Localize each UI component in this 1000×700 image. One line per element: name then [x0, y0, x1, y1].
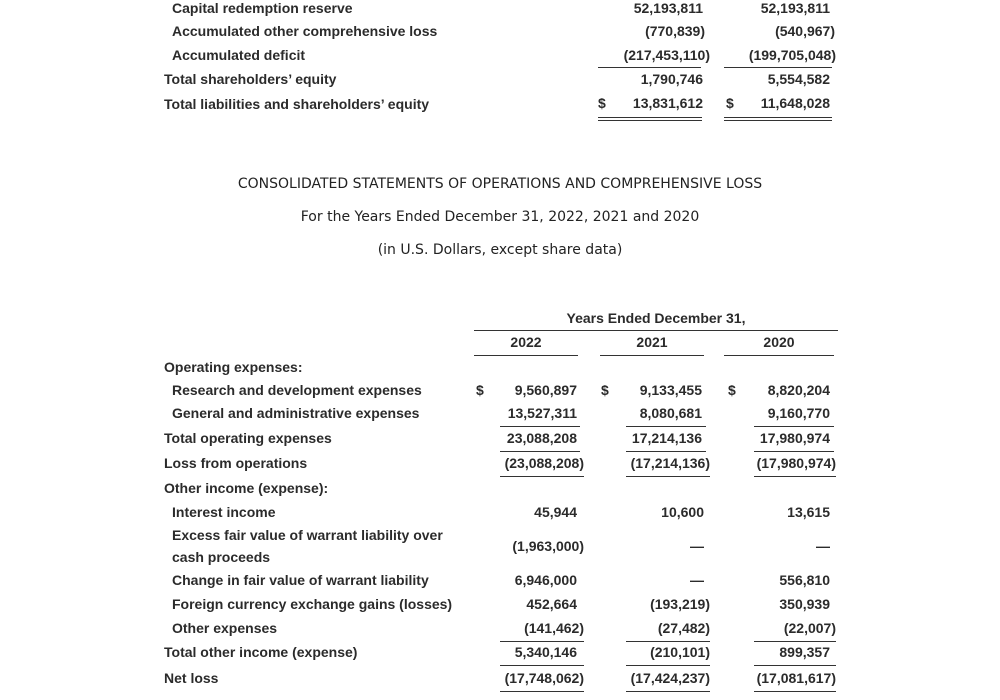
value-2021: (540,967): [775, 23, 835, 39]
row-label: Total operating expenses: [164, 430, 332, 446]
row-label: Total other income (expense): [164, 644, 358, 660]
subtotal-rule: [500, 665, 584, 666]
value-2021: (193,219): [650, 596, 710, 612]
value-2021: (17,214,136): [630, 455, 710, 471]
value-2020: (22,007): [783, 620, 836, 636]
value-2022: (217,453,110): [623, 47, 710, 63]
subtotal-rule: [626, 641, 710, 642]
value-2021: (199,705,048): [748, 47, 836, 63]
total-double-rule: [724, 117, 832, 121]
row-label: Loss from operations: [164, 455, 308, 471]
subtotal-rule: [754, 476, 836, 477]
period-header: Years Ended December 31,: [566, 310, 746, 326]
value-2020: 8,820,204: [767, 382, 830, 398]
value-2022: 45,944: [534, 504, 577, 520]
value-2022: (770,839): [645, 23, 705, 39]
subtotal-rule: [500, 451, 580, 452]
subtotal-rule: [500, 641, 584, 642]
value-2022: 52,193,811: [633, 0, 703, 16]
value-2020: 556,810: [779, 572, 830, 588]
total-double-rule: [598, 117, 702, 121]
section-label: Other income (expense):: [164, 480, 329, 496]
value-2021: 52,193,811: [760, 0, 830, 16]
subtotal-rule: [626, 476, 710, 477]
value-2022: 6,946,000: [514, 572, 577, 588]
value-2022: 13,527,311: [507, 405, 577, 421]
subtotal-rule: [626, 665, 710, 666]
value-2020: —: [816, 538, 830, 554]
subtotal-rule: [754, 691, 836, 692]
row-label: Net loss: [164, 670, 219, 686]
subtotal-rule: [724, 67, 832, 68]
statement-subtitle: For the Years Ended December 31, 2022, 2021 and 2020: [300, 209, 700, 225]
subtotal-rule: [626, 426, 706, 427]
value-2022: 1,790,746: [640, 71, 703, 87]
value-2020: 17,980,974: [759, 430, 830, 446]
year-rule: [600, 355, 704, 356]
row-label: General and administrative expenses: [172, 405, 420, 421]
dollar-sign: $: [598, 95, 606, 111]
row-label: Research and development expenses: [172, 382, 422, 398]
value-2022: 5,340,146: [514, 644, 577, 660]
subtotal-rule: [500, 476, 584, 477]
value-2021: (210,101): [650, 644, 710, 660]
value-2022: 13,831,612: [632, 95, 703, 111]
year-header-2021: 2021: [636, 334, 668, 350]
row-label: Capital redemption reserve: [172, 0, 353, 16]
subtotal-rule: [754, 641, 836, 642]
value-2020: 350,939: [779, 596, 830, 612]
header-rule: [474, 330, 838, 331]
year-rule: [474, 355, 578, 356]
row-label: Foreign currency exchange gains (losses): [172, 596, 453, 612]
dollar-sign: $: [476, 382, 484, 398]
row-label-continued: cash proceeds: [172, 549, 271, 565]
dollar-sign: $: [726, 95, 734, 111]
year-rule: [724, 355, 834, 356]
value-2020: (17,081,617): [756, 670, 836, 686]
value-2022: (1,963,000): [512, 538, 584, 554]
value-2022: (23,088,208): [504, 455, 584, 471]
subtotal-rule: [754, 451, 834, 452]
row-label: Total liabilities and shareholders’ equity: [164, 96, 430, 112]
value-2021: —: [690, 572, 704, 588]
subtotal-rule: [500, 691, 584, 692]
section-label: Operating expenses:: [164, 359, 303, 375]
statement-units: (in U.S. Dollars, except share data): [377, 242, 623, 258]
dollar-sign: $: [728, 382, 736, 398]
value-2022: (17,748,062): [504, 670, 584, 686]
subtotal-rule: [754, 665, 836, 666]
dollar-sign: $: [601, 382, 609, 398]
value-2020: (17,980,974): [756, 455, 836, 471]
value-2021: 17,214,136: [631, 430, 702, 446]
value-2020: 13,615: [787, 504, 830, 520]
value-2021: —: [690, 538, 704, 554]
value-2021: 9,133,455: [639, 382, 702, 398]
value-2022: 23,088,208: [506, 430, 577, 446]
year-header-2022: 2022: [510, 334, 542, 350]
value-2022: 9,560,897: [514, 382, 577, 398]
row-label: Excess fair value of warrant liability over: [172, 527, 443, 543]
subtotal-rule: [598, 67, 701, 68]
subtotal-rule: [754, 426, 834, 427]
subtotal-rule: [500, 426, 580, 427]
row-label: Interest income: [172, 504, 276, 520]
statement-title: CONSOLIDATED STATEMENTS OF OPERATIONS AND COMPREHENSIVE LOSS: [237, 176, 763, 192]
subtotal-rule: [626, 451, 706, 452]
value-2021: 11,648,028: [760, 95, 830, 111]
value-2021: 8,080,681: [639, 405, 702, 421]
row-label: Total shareholders’ equity: [164, 71, 337, 87]
value-2022: (141,462): [524, 620, 584, 636]
value-2022: 452,664: [526, 596, 577, 612]
row-label: Change in fair value of warrant liability: [172, 572, 429, 588]
value-2021: 5,554,582: [767, 71, 830, 87]
row-label: Other expenses: [172, 620, 278, 636]
value-2021: (17,424,237): [630, 670, 710, 686]
year-header-2020: 2020: [763, 334, 795, 350]
row-label: Accumulated deficit: [172, 47, 306, 63]
value-2020: 9,160,770: [767, 405, 830, 421]
row-label: Accumulated other comprehensive loss: [172, 23, 438, 39]
value-2021: 10,600: [661, 504, 704, 520]
value-2021: (27,482): [657, 620, 710, 636]
value-2020: 899,357: [779, 644, 830, 660]
subtotal-rule: [626, 691, 710, 692]
